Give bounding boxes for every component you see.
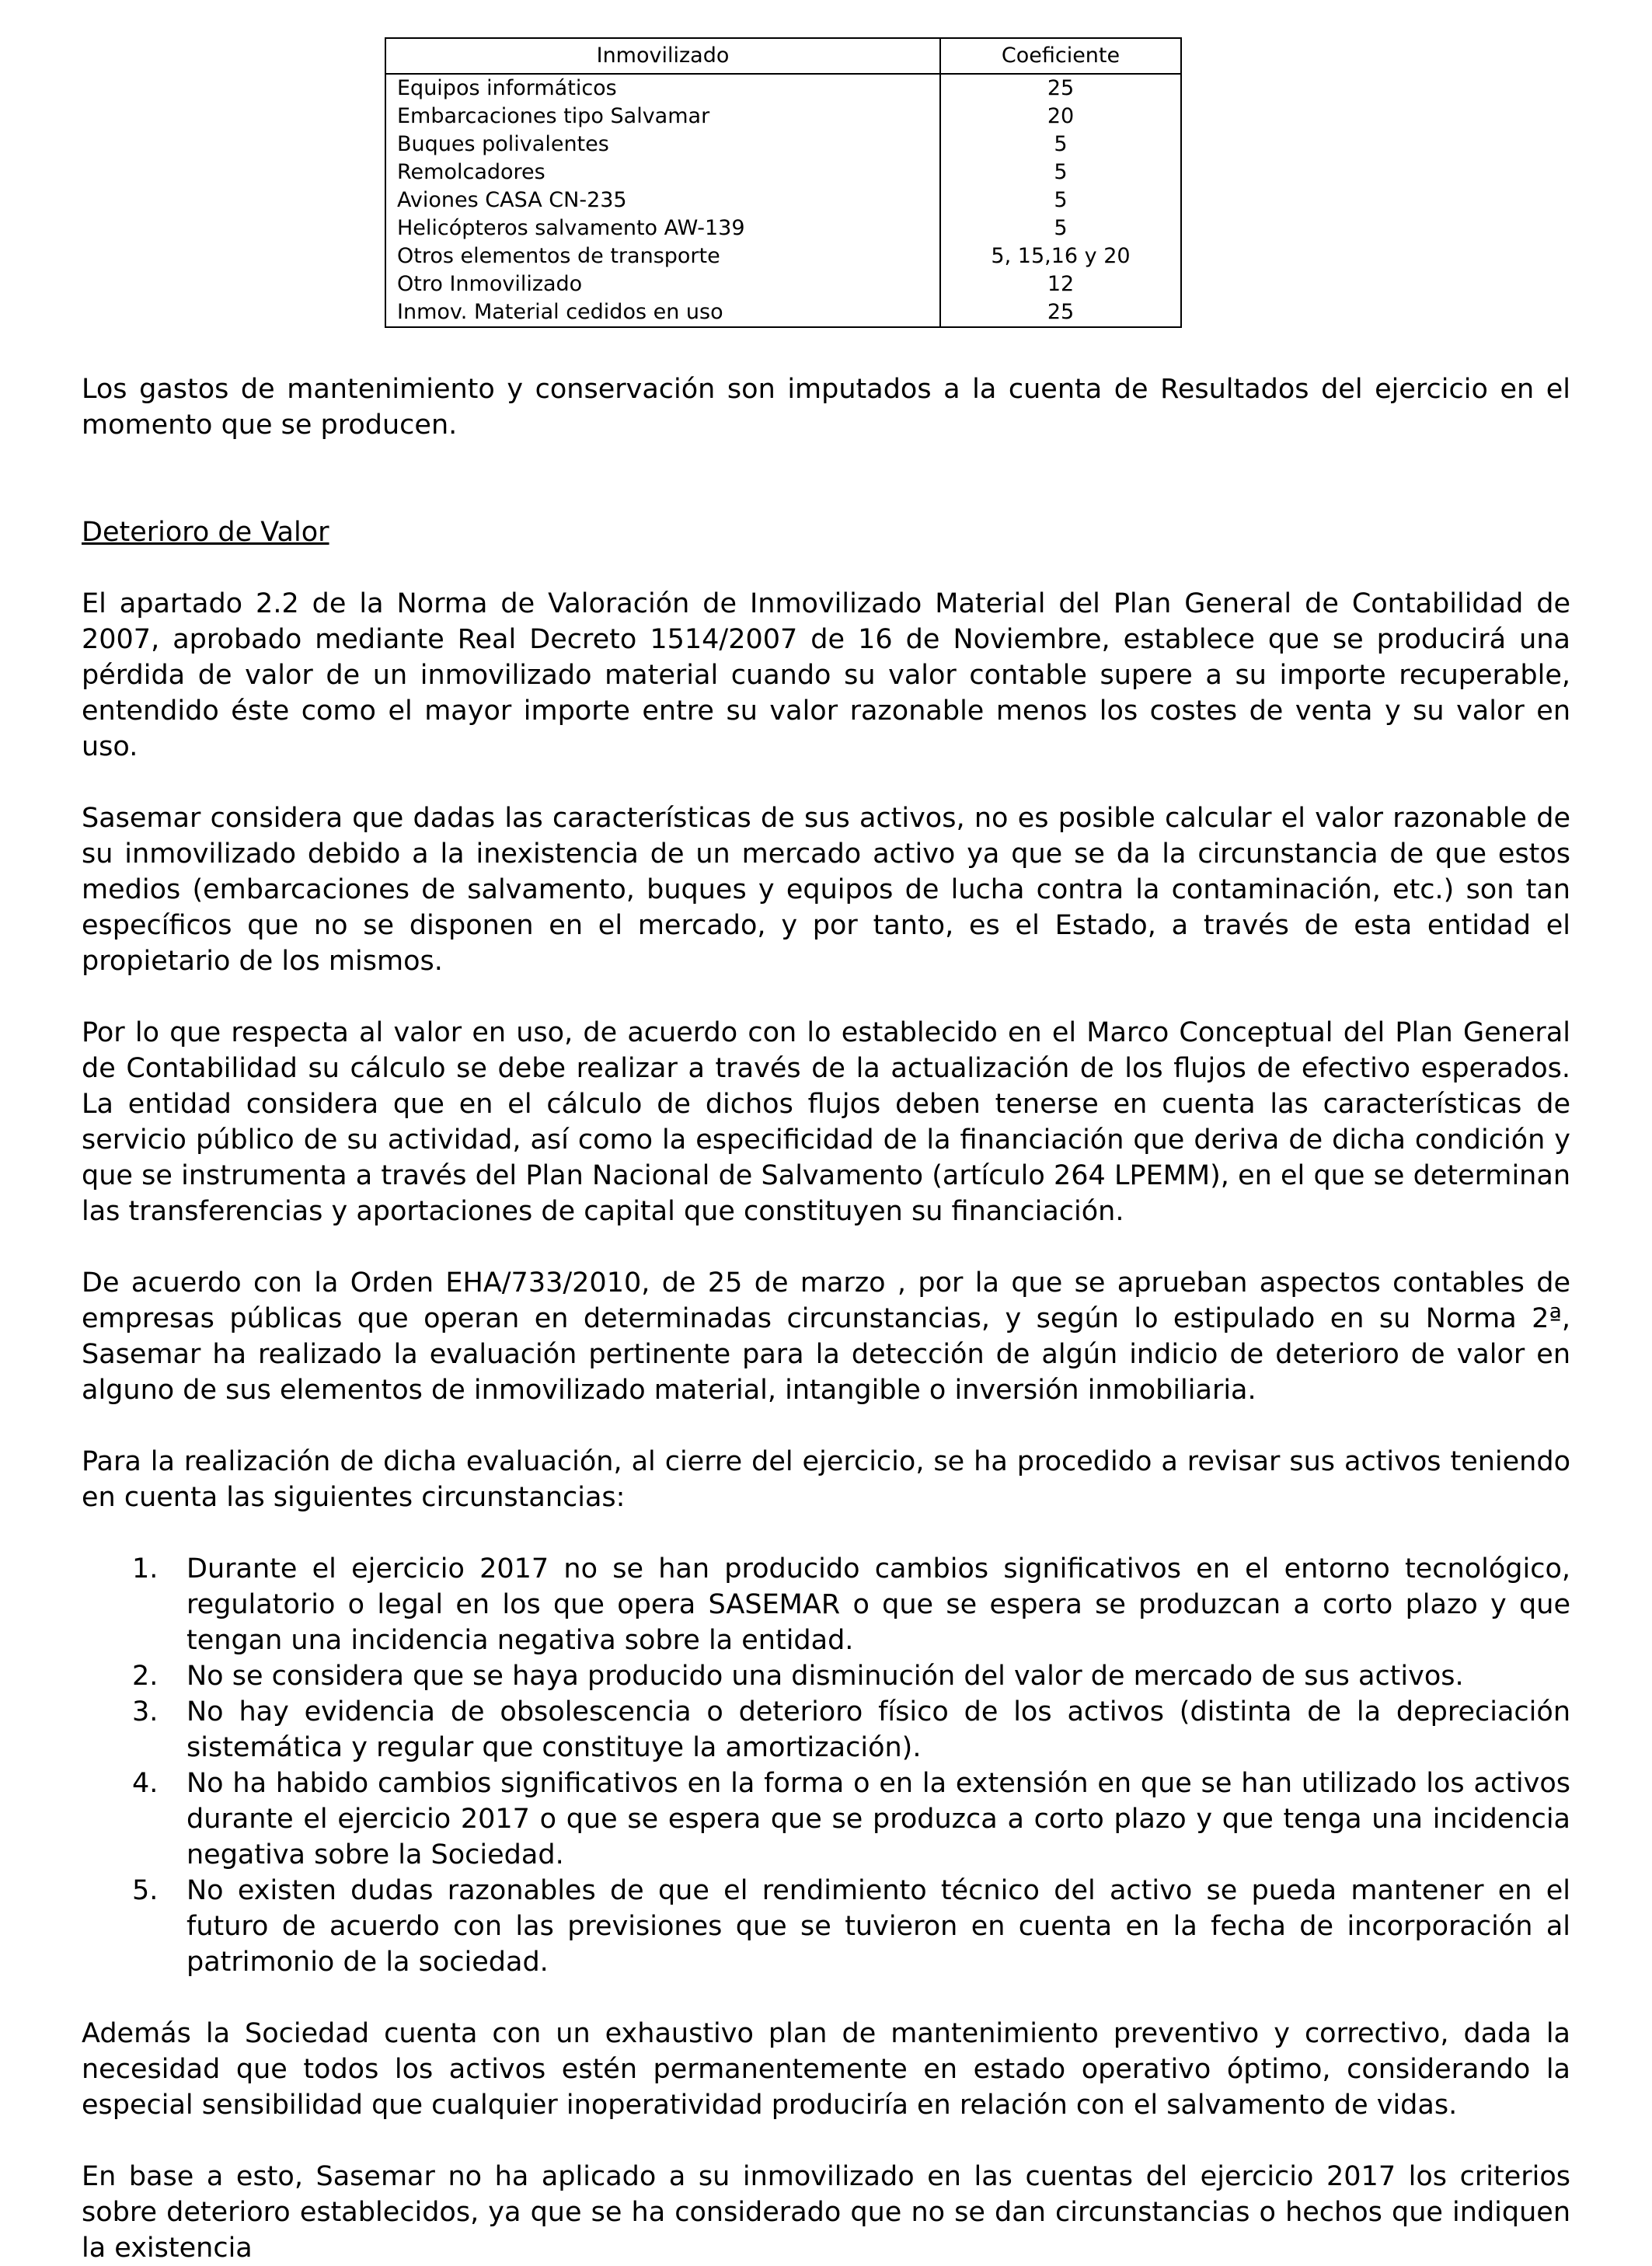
coefficient-cell: 12 [940, 270, 1181, 298]
coefficient-cell: 5 [940, 187, 1181, 214]
depreciation-coefficient-table [385, 37, 1182, 328]
table-row [385, 103, 1181, 131]
column-header-coeficiente: Coeficiente [940, 38, 1181, 74]
table-row [385, 298, 1181, 327]
paragraph-apartado: El apartado 2.2 de la Norma de Valoración de Inmovilizado Material del Plan General de Contabilidad de 2007, aprobado mediante Real Decreto 1514/2007 de 16 de Noviembre, establece que se producirá una pérdida de valor de un inmovilizado material cuando su valor contable supere a su importe recuperable, entendido éste como el mayor importe entre su valor razonable menos los costes de venta y su valor en uso. [82, 588, 1570, 762]
paragraph-mantenimiento: Los gastos de mantenimiento y conservación son imputados a la cuenta de Resultados del ejercicio en el momento que se producen. [82, 374, 1570, 441]
list-item [82, 1766, 1570, 1873]
list-item-text: No ha habido cambios significativos en la forma o en la extensión en que se han utilizado los activos durante el ejercicio 2017 o que se espera que se produzca a corto plazo y que tenga una incidencia negativa sobre la Sociedad. [186, 1768, 1570, 1870]
column-header-inmovilizado: Inmovilizado [385, 38, 940, 74]
table-row [385, 242, 1181, 270]
paragraph-orden: De acuerdo con la Orden EHA/733/2010, de 25 de marzo , por la que se aprueban aspectos contables de empresas públicas que operan en determinadas circunstancias, y según lo estipulado en su Norma 2ª, Sasemar ha realizado la evaluación pertinente para la detección de algún indicio de deterioro de valor en alguno de sus elementos de inmovilizado material, intangible o inversión inmobiliaria. [82, 1267, 1570, 1406]
list-item-text: No se considera que se haya producido una disminución del valor de mercado de sus activos. [186, 1661, 1464, 1692]
paragraph-base: En base a esto, Sasemar no ha aplicado a su inmovilizado en las cuentas del ejercicio 2017 los criterios sobre deterioro establecidos, ya que se ha considerado que no se dan circunstancias o hechos que indiquen la existencia [82, 2161, 1570, 2264]
list-number: 3. [132, 1696, 159, 1727]
list-item [82, 1873, 1570, 1980]
table-row [385, 214, 1181, 242]
list-item-text: No hay evidencia de obsolescencia o deterioro físico de los activos (distinta de la depreciación sistemática y regular que constituye la amortización). [186, 1696, 1570, 1763]
asset-cell: Otro Inmovilizado [385, 270, 940, 298]
asset-cell: Otros elementos de transporte [385, 242, 940, 270]
section-heading-deterioro: Deterioro de Valor [82, 517, 329, 548]
asset-cell: Helicópteros salvamento AW-139 [385, 214, 940, 242]
list-number: 1. [132, 1553, 159, 1584]
list-number: 5. [132, 1875, 159, 1906]
paragraph-evaluacion: Para la realización de dicha evaluación, al cierre del ejercicio, se ha procedido a revisar sus activos teniendo en cuenta las siguientes circunstancias: [82, 1446, 1570, 1513]
asset-cell: Equipos informáticos [385, 74, 940, 103]
list-item [82, 1694, 1570, 1766]
asset-cell: Aviones CASA CN-235 [385, 187, 940, 214]
asset-cell: Embarcaciones tipo Salvamar [385, 103, 940, 131]
document-body [82, 371, 1570, 2266]
asset-cell: Remolcadores [385, 159, 940, 187]
list-item [82, 1658, 1570, 1694]
list-number: 4. [132, 1768, 159, 1799]
paragraph-sasemar: Sasemar considera que dadas las características de sus activos, no es posible calcular el valor razonable de su inmovilizado debido a la inexistencia de un mercado activo ya que se da la circunstancia de que estos medios (embarcaciones de salvamento, buques y equipos de lucha contra la contaminación, etc.) son tan específicos que no se disponen en el mercado, y por tanto, es el Estado, a través de esta entidad el propietario de los mismos. [82, 803, 1570, 977]
coefficient-cell: 5 [940, 159, 1181, 187]
coefficient-cell: 5, 15,16 y 20 [940, 242, 1181, 270]
coefficient-cell: 25 [940, 298, 1181, 327]
table-header-row [385, 38, 1181, 74]
table-row [385, 270, 1181, 298]
list-item [82, 1551, 1570, 1658]
circumstances-list [82, 1551, 1570, 1980]
table-row [385, 131, 1181, 159]
paragraph-ademas: Además la Sociedad cuenta con un exhaustivo plan de mantenimiento preventivo y correctivo, dada la necesidad que todos los activos estén permanentemente en estado operativo óptimo, considerando la especial sensibilidad que cualquier inoperatividad produciría en relación con el salvamento de vidas. [82, 2018, 1570, 2121]
coefficient-cell: 20 [940, 103, 1181, 131]
asset-cell: Buques polivalentes [385, 131, 940, 159]
table-row [385, 159, 1181, 187]
list-item-text: Durante el ejercicio 2017 no se han producido cambios significativos en el entorno tecnológico, regulatorio o legal en los que opera SASEMAR o que se espera se produzcan a corto plazo y que tengan una incidencia negativa sobre la entidad. [186, 1553, 1570, 1656]
list-item-text: No existen dudas razonables de que el rendimiento técnico del activo se pueda mantener en el futuro de acuerdo con las previsiones que se tuvieron en cuenta en la fecha de incorporación al patrimonio de la sociedad. [186, 1875, 1570, 1978]
coefficient-cell: 5 [940, 131, 1181, 159]
table-row [385, 74, 1181, 103]
coefficient-cell: 5 [940, 214, 1181, 242]
paragraph-valor-uso: Por lo que respecta al valor en uso, de acuerdo con lo establecido en el Marco Conceptual del Plan General de Contabilidad su cálculo se debe realizar a través de la actualización de los flujos de efectivo esperados. La entidad considera que en el cálculo de dichos flujos deben tenerse en cuenta las características de servicio público de su actividad, así como la especificidad de la financiación que deriva de dicha condición y que se instrumenta a través del Plan Nacional de Salvamento (artículo 264 LPEMM), en el que se determinan las transferencias y aportaciones de capital que constituyen su financiación. [82, 1017, 1570, 1227]
coefficient-cell: 25 [940, 74, 1181, 103]
list-number: 2. [132, 1661, 159, 1692]
table-row [385, 187, 1181, 214]
asset-cell: Inmov. Material cedidos en uso [385, 298, 940, 327]
